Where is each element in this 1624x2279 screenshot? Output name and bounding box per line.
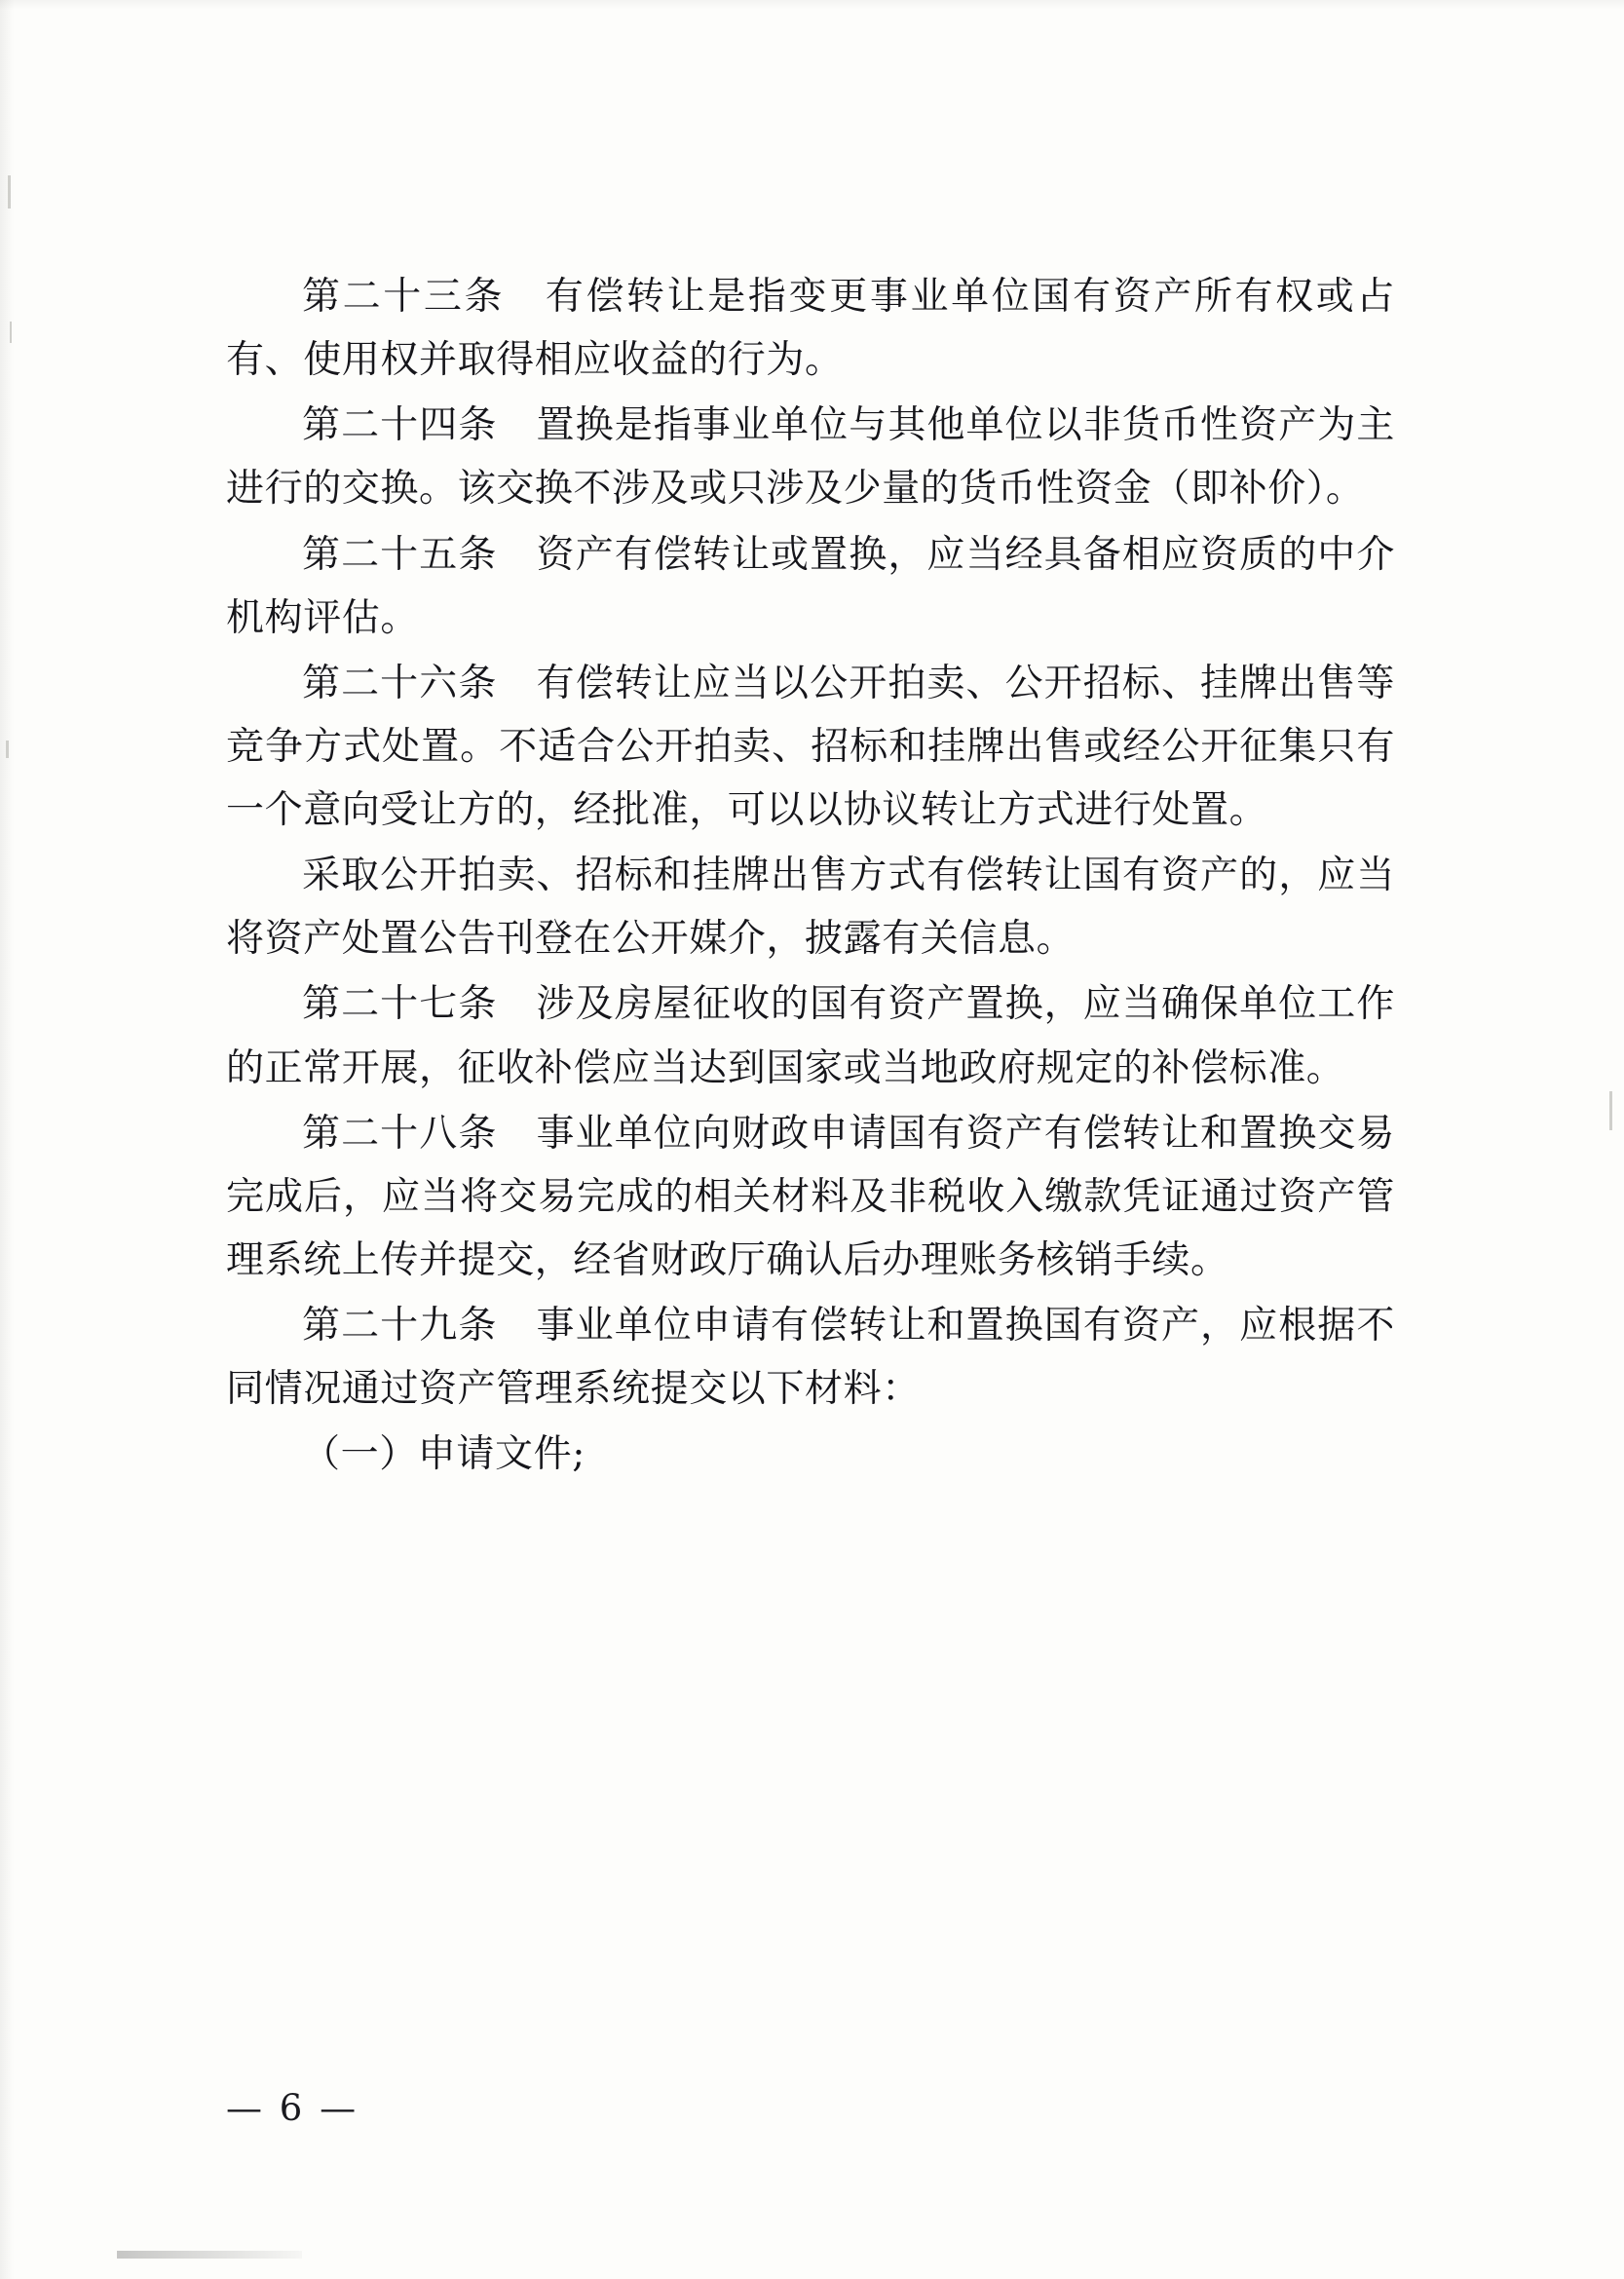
- paragraph-article-26: 第二十六条 有偿转让应当以公开拍卖、公开招标、挂牌出售等竞争方式处置。不适合公开拍卖、招标和挂牌出售或经公开征集只有一个意向受让方的，经批准，可以以协议转让方式进行处置。: [226, 661, 1395, 832]
- scan-speck: [1609, 1091, 1612, 1130]
- paragraph-article-27: 第二十七条 涉及房屋征收的国有资产置换，应当确保单位工作的正常开展，征收补偿应当达到国家或当地政府规定的补偿标准。: [226, 982, 1395, 1090]
- paragraph-article-29: 第二十九条 事业单位申请有偿转让和置换国有资产，应根据不同情况通过资产管理系统提交以下材料：: [226, 1304, 1395, 1412]
- paragraph-list-item-1: （一）申请文件;: [302, 1432, 585, 1477]
- paragraph-article-25: 第二十五条 资产有偿转让或置换，应当经具备相应资质的中介机构评估。: [226, 532, 1395, 640]
- paragraph-article-23: 第二十三条 有偿转让是指变更事业单位国有资产所有权或占有、使用权并取得相应收益的行为。: [226, 275, 1395, 383]
- scan-speck: [10, 322, 12, 343]
- paragraph-article-28: 第二十八条 事业单位向财政申请国有资产有偿转让和置换交易完成后，应当将交易完成的相关材料及非税收入缴款凭证通过资产管理系统上传并提交，经省财政厅确认后办理账务核销手续。: [226, 1111, 1395, 1282]
- paragraph-article-24: 第二十四条 置换是指事业单位与其他单位以非货币性资产为主进行的交换。该交换不涉及或只涉及少量的货币性资金（即补价）。: [226, 403, 1395, 512]
- document-text-body: [226, 265, 1395, 1488]
- page-number: — 6 —: [226, 2087, 359, 2129]
- scan-edge-shadow-left: [0, 0, 14, 2279]
- scan-edge-shadow-top: [0, 0, 1624, 10]
- scan-speck: [6, 741, 9, 758]
- scan-smudge-bottom: [117, 2251, 302, 2259]
- paragraph-article-26-continued: 采取公开拍卖、招标和挂牌出售方式有偿转让国有资产的，应当将资产处置公告刊登在公开媒介，披露有关信息。: [226, 854, 1395, 962]
- scan-speck: [8, 175, 11, 209]
